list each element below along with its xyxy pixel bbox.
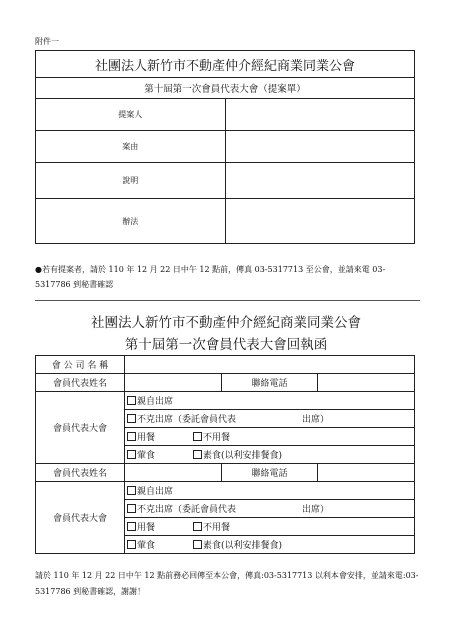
company-name-field[interactable]: [125, 356, 415, 374]
assembly-label: 會員代表大會: [36, 392, 125, 464]
divider: [35, 300, 420, 301]
proposal-title: 社團法人新竹市不動產仲介經紀商業同業公會: [36, 51, 415, 78]
case-field[interactable]: [225, 131, 415, 163]
case-label: 案由: [36, 131, 226, 163]
diet-option-2[interactable]: 葷食 素食(以利安排餐食): [125, 536, 415, 554]
representative-name-label: 會員代表姓名: [36, 374, 125, 392]
explanation-label: 說明: [36, 163, 226, 199]
checkbox-attend[interactable]: [127, 396, 136, 405]
proposal-form: [35, 50, 415, 244]
contact-phone-label: 聯絡電話: [221, 374, 318, 392]
method-field[interactable]: [225, 199, 415, 244]
contact-phone-field-2[interactable]: [318, 464, 415, 482]
checkbox-attend-2[interactable]: [127, 486, 136, 495]
reply-title: 社團法人新竹市不動產仲介經紀商業同業公會: [91, 315, 361, 331]
company-name-label: 會 公 司 名 稱: [36, 356, 125, 374]
meal-option-2[interactable]: 用餐 不用餐: [125, 518, 415, 536]
attend-option[interactable]: 親自出席: [125, 392, 415, 410]
checkbox-meat-2[interactable]: [127, 540, 136, 549]
annex-label: 附件一: [35, 37, 59, 46]
proposal-subtitle: 第十屆第一次會員代表大會（提案單）: [36, 78, 415, 99]
checkbox-absent-2[interactable]: [127, 504, 136, 513]
proposer-label: 提案人: [36, 99, 226, 131]
contact-phone-label-2: 聯絡電話: [221, 464, 318, 482]
checkbox-veg[interactable]: [193, 450, 202, 459]
assembly-label-2: 會員代表大會: [36, 482, 125, 554]
checkbox-no-meal[interactable]: [193, 432, 202, 441]
method-label: 辦法: [36, 199, 226, 244]
proposer-field[interactable]: [225, 99, 415, 131]
reply-subtitle: 第十屆第一次會員代表大會回執函: [124, 337, 328, 353]
representative-name-field[interactable]: [125, 374, 222, 392]
checkbox-meat[interactable]: [127, 450, 136, 459]
diet-option[interactable]: 葷食 素食(以利安排餐食): [125, 446, 415, 464]
checkbox-veg-2[interactable]: [193, 540, 202, 549]
representative-name-label-2: 會員代表姓名: [36, 464, 125, 482]
explanation-field[interactable]: [225, 163, 415, 199]
reply-form: [35, 355, 415, 554]
checkbox-absent[interactable]: [127, 414, 136, 423]
meal-option[interactable]: 用餐 不用餐: [125, 428, 415, 446]
contact-phone-field[interactable]: [318, 374, 415, 392]
proposal-note: ●若有提案者，請於 110 年 12 月 22 日中午 12 點前，傳真 03-5317713 至公會，並請來電 03-5317786 到秘書確認: [35, 265, 386, 289]
reply-note: 請於 110 年 12 月 22 日中午 12 點前務必回傳至本公會，傳真:03-5317713 以利本會安排，並請來電:03-5317786 到秘書確認，謝謝！: [35, 571, 419, 596]
checkbox-meal-2[interactable]: [127, 522, 136, 531]
absent-option-2[interactable]: 不克出席（委託會員代表 出席）: [125, 500, 415, 518]
checkbox-meal[interactable]: [127, 432, 136, 441]
attend-option-2[interactable]: 親自出席: [125, 482, 415, 500]
absent-option[interactable]: 不克出席（委託會員代表 出席）: [125, 410, 415, 428]
checkbox-no-meal-2[interactable]: [193, 522, 202, 531]
representative-name-field-2[interactable]: [125, 464, 222, 482]
